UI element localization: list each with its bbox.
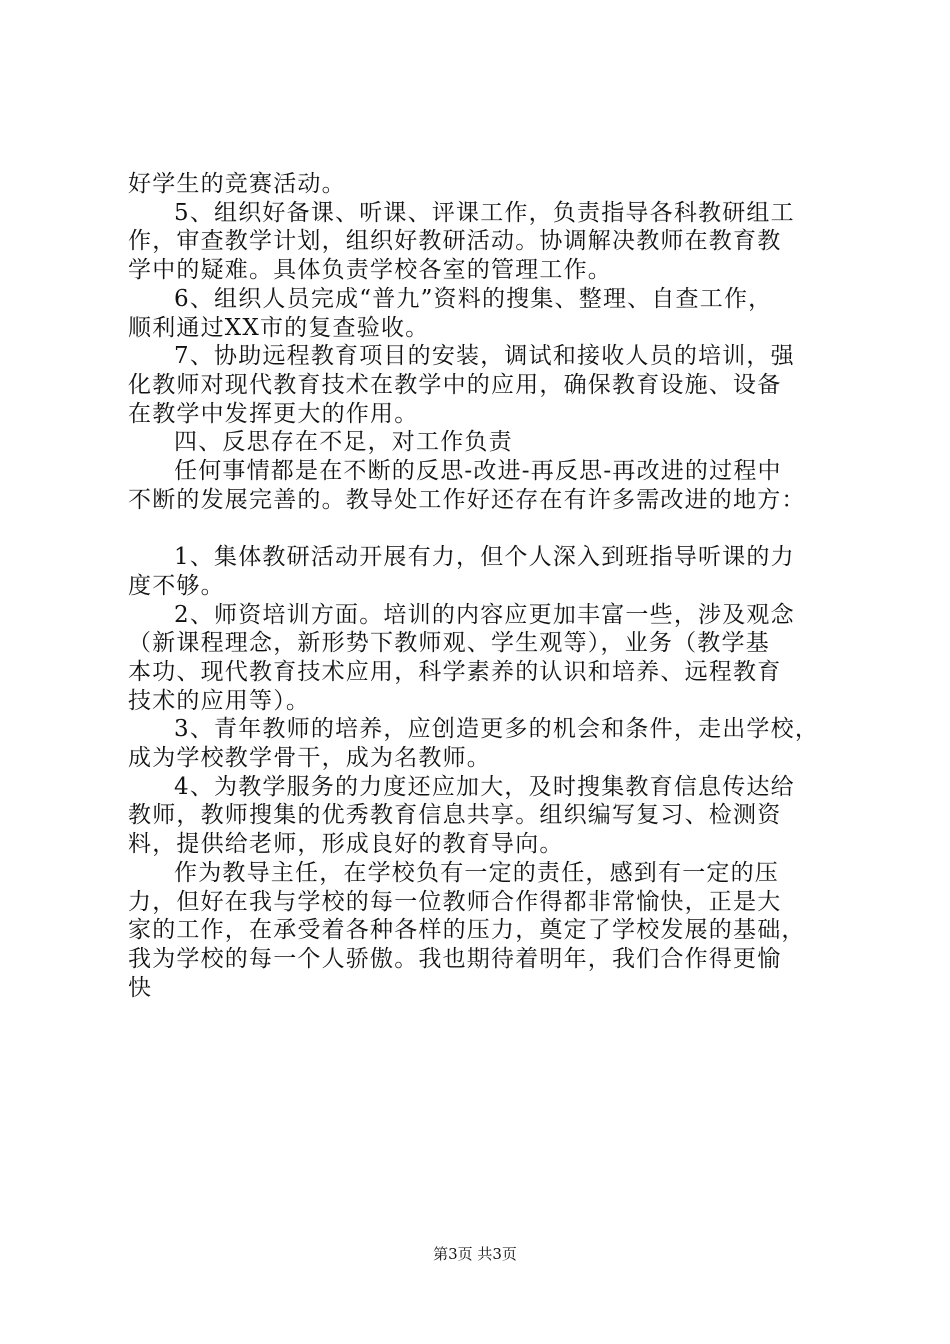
text-line: 2、师资培训方面。培训的内容应更加丰富一些，涉及观念 <box>174 601 795 628</box>
text-line: 本功、现代教育技术应用，科学素养的认识和培养、远程教育 <box>128 658 782 685</box>
text-line: 在教学中发挥更大的作用。 <box>128 400 419 427</box>
text-line: 3、青年教师的培养，应创造更多的机会和条件，走出学校， <box>174 716 820 743</box>
text-line: 我为学校的每一个人骄傲。我也期待着明年，我们合作得更愉 <box>128 945 782 972</box>
text-line: 力，但好在我与学校的每一位教师合作得都非常愉快，正是大 <box>128 888 782 915</box>
blank-line <box>128 514 833 543</box>
text-line: 作为教导主任，在学校负有一定的责任，感到有一定的压 <box>174 859 779 886</box>
text-line: 快 <box>128 974 153 1001</box>
text-line: 度不够。 <box>128 572 225 599</box>
text-line: 四、反思存在不足，对工作负责 <box>174 429 513 456</box>
document-body <box>128 170 833 1002</box>
text-line: 好学生的竞赛活动。 <box>128 171 346 197</box>
text-line: 技术的应用等）。 <box>128 687 311 714</box>
text-line: 6、组织人员完成“普九”资料的搜集、整理、自查工作， <box>174 285 773 312</box>
text-line: 化教师对现代教育技术在教学中的应用，确保教育设施、设备 <box>128 371 782 398</box>
text-line: 5、组织好备课、听课、评课工作，负责指导各科教研组工 <box>174 199 795 226</box>
text-line: 学中的疑难。具体负责学校各室的管理工作。 <box>128 257 612 284</box>
page-footer: 第3页 共3页 <box>433 1245 517 1263</box>
text-line: 4、为教学服务的力度还应加大，及时搜集教育信息传达给 <box>174 773 795 800</box>
text-line: 任何事情都是在不断的反思-改进-再反思-再改进的过程中 <box>174 458 782 485</box>
text-line: 成为学校教学骨干，成为名教师。 <box>128 745 491 772</box>
text-line: 不断的发展完善的。教导处工作好还存在有许多需改进的地方： <box>128 486 806 513</box>
text-line: 教师，教师搜集的优秀教育信息共享。组织编写复习、检测资 <box>128 802 782 829</box>
text-line: 7、协助远程教育项目的安装，调试和接收人员的培训，强 <box>174 343 795 370</box>
text-line: 家的工作，在承受着各种各样的压力，奠定了学校发展的基础， <box>128 917 806 944</box>
text-line: 1、集体教研活动开展有力，但个人深入到班指导听课的力 <box>174 544 795 571</box>
text-line: （新课程理念，新形势下教师观、学生观等），业务（教学基 <box>128 630 770 657</box>
text-line: 料，提供给老师，形成良好的教育导向。 <box>128 831 564 858</box>
text-line: 作，审查教学计划，组织好教研活动。协调解决教师在教育教 <box>128 228 782 255</box>
text-line: 顺利通过XX市的复查验收。 <box>128 314 430 341</box>
